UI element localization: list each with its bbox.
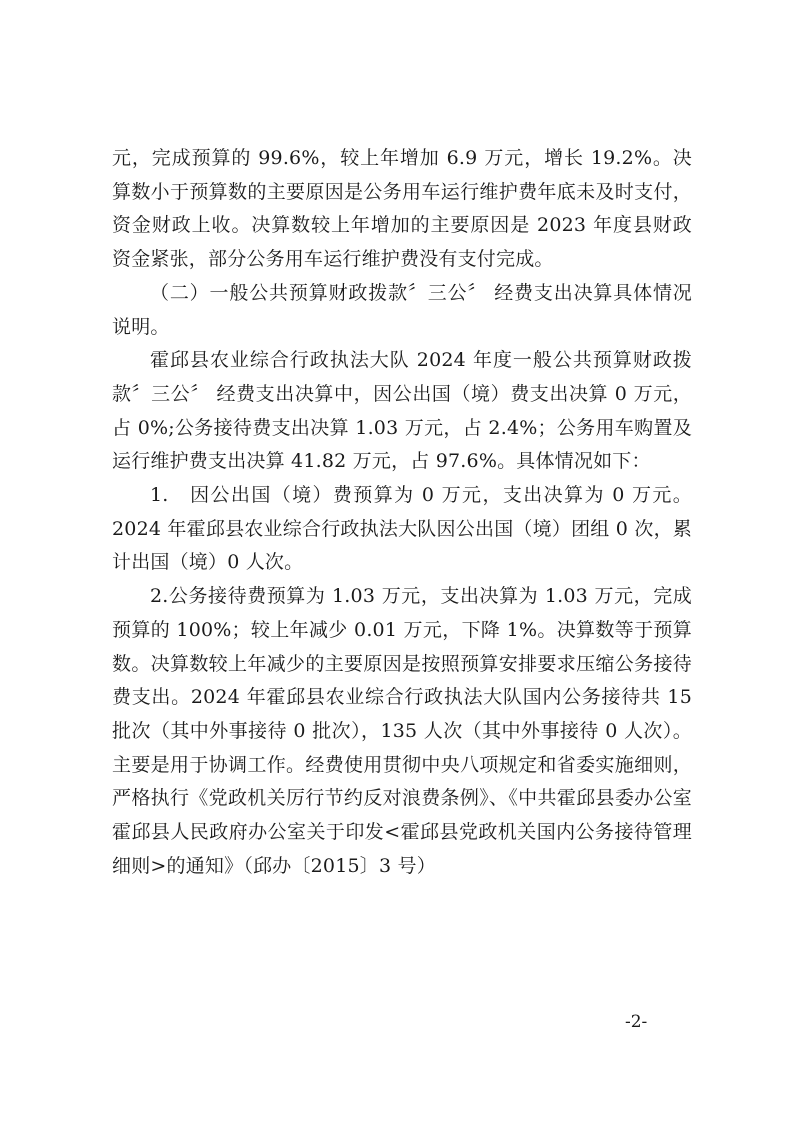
paragraph-budget-completion: 元，完成预算的 99.6%，较上年增加 6.9 万元，增长 19.2%。决算数小于预算数的主要原因是公务用车运行维护费年底未及时支付，资金财政上收。决算数较上年增加的主要原因是 2023 年度县财政资金紧张，部分公务用车运行维护费没有支付完成。 bbox=[112, 147, 692, 271]
paragraph-three-public-overview: 霍邱县农业综合行政执法大队 2024 年度一般公共预算财政拨款〞三公〞 经费支出决算中，因公出国（境）费支出决算 0 万元，占 0%;公务接待费支出决算 1.03 万元，占 2.4%；公务用车购置及运行维护费支出决算 41.82 万元，占 97.6%。具体情况如下： bbox=[112, 349, 692, 473]
document-body bbox=[112, 142, 692, 883]
page-number: -2- bbox=[625, 1012, 648, 1032]
paragraph-overseas-travel: 1. 因公出国（境）费预算为 0 万元，支出决算为 0 万元。2024 年霍邱县农业综合行政执法大队因公出国（境）团组 0 次，累计出国（境）0 人次。 bbox=[112, 484, 692, 574]
paragraph-official-reception: 2.公务接待费预算为 1.03 万元，支出决算为 1.03 万元，完成预算的 100%；较上年减少 0.01 万元，下降 1%。决算数等于预算数。决算数较上年减少的主要原因是按照预算安排要求压缩公务接待费支出。2024 年霍邱县农业综合行政执法大队国内公务接待共 15 批次（其中外事接待 0 批次），135 人次（其中外事接待 0 人次）。主要是用于协调工作。经费使用贯彻中央八项规定和省委实施细则，严格执行《党政机关厉行节约反对浪费条例》、《中共霍邱县委办公室 霍邱县人民政府办公室关于印发<霍邱县党政机关国内公务接待管理细则>的通知》（邱办〔2015〕3 号） bbox=[112, 585, 692, 877]
paragraph-section-heading: （二）一般公共预算财政拨款〞三公〞 经费支出决算具体情况说明。 bbox=[112, 281, 692, 338]
